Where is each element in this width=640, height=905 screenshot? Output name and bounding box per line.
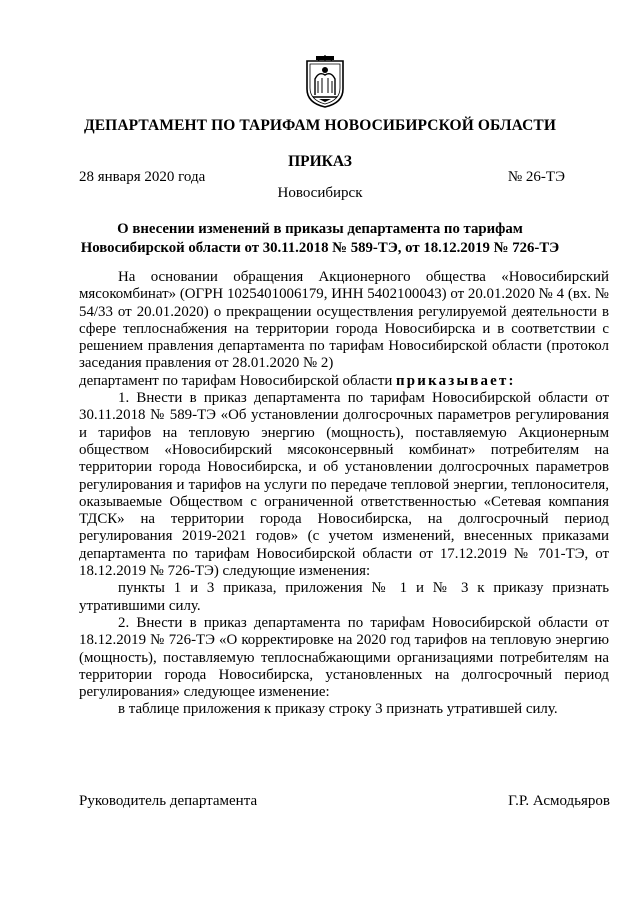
document-subject: О внесении изменений в приказы департамента по тарифам Новосибирской области от 30.11.2018 № 589-ТЭ, от 18.12.2019 № 726-ТЭ xyxy=(80,221,560,256)
item-1-sub-paragraph: пункты 1 и 3 приказа, приложения № 1 и № 3 к приказу признать утратившими силу. xyxy=(79,580,609,614)
signatory-name: Г.Р. Асмодьяров xyxy=(508,793,610,809)
department-name: ДЕПАРТАМЕНТ ПО ТАРИФАМ НОВОСИБИРСКОЙ ОБЛАСТИ xyxy=(83,117,557,134)
orders-prefix: департамент по тарифам Новосибирской области xyxy=(79,372,397,389)
document-city: Новосибирск xyxy=(277,185,363,201)
item-2-paragraph: 2. Внести в приказ департамента по тарифам Новосибирской области от 18.12.2019 № 726-ТЭ «О корректировке на 2020 год тарифов на тепловую энергию (мощность), поставляемую теплоснабжающими организациями потребителям на территории города Новосибирска, установленных на долгосрочный период регулирования» следующее изменение: xyxy=(79,614,609,701)
document-number: № 26-ТЭ xyxy=(507,169,565,185)
intro-paragraph: На основании обращения Акционерного общества «Новосибирский мясокомбинат» (ОГРН 1025401006179, ИНН 5402100043) от 20.01.2020 № 4 (вх. № 54/33 от 20.01.2020) о прекращении осуществления регулируемой деятельности в сфере теплоснабжения на территории города Новосибирска и в соответствии с решением правления департамента по тарифам Новосибирской области (протокол заседания правления от 28.01.2020 № 2) xyxy=(79,269,609,372)
item-1-paragraph: 1. Внести в приказ департамента по тарифам Новосибирской области от 30.11.2018 № 589-ТЭ «Об установлении долгосрочных параметров регулирования и тарифов на тепловую энергию (мощность), поставляемую Акционерным обществом «Новосибирский мясоконсервный комбинат» потребителям на территории города Новосибирска, и об установлении долгосрочных параметров регулирования и тарифов на услуги по передаче тепловой энергии, теплоносителя, оказываемые Обществом с ограниченной ответственностью «Сетевая компания ТДСК» на территории города Новосибирска, на долгосрочный период регулирования 2019-2021 годов» (с учетом изменений, внесенных приказами департамента по тарифам Новосибирской области от 17.12.2019 № 701-ТЭ, от 18.12.2019 № 726-ТЭ) следующие изменения: xyxy=(79,390,609,580)
item-2-sub-paragraph: в таблице приложения к приказу строку 3 признать утратившей силу. xyxy=(118,701,558,718)
coat-of-arms-emblem xyxy=(303,55,347,109)
document-type: ПРИКАЗ xyxy=(288,153,352,170)
orders-word: приказывает: xyxy=(396,372,516,389)
signatory-position: Руководитель департамента xyxy=(79,793,258,809)
document-date: 28 января 2020 года xyxy=(79,169,206,185)
document-body xyxy=(79,269,609,719)
orders-line xyxy=(79,373,609,390)
